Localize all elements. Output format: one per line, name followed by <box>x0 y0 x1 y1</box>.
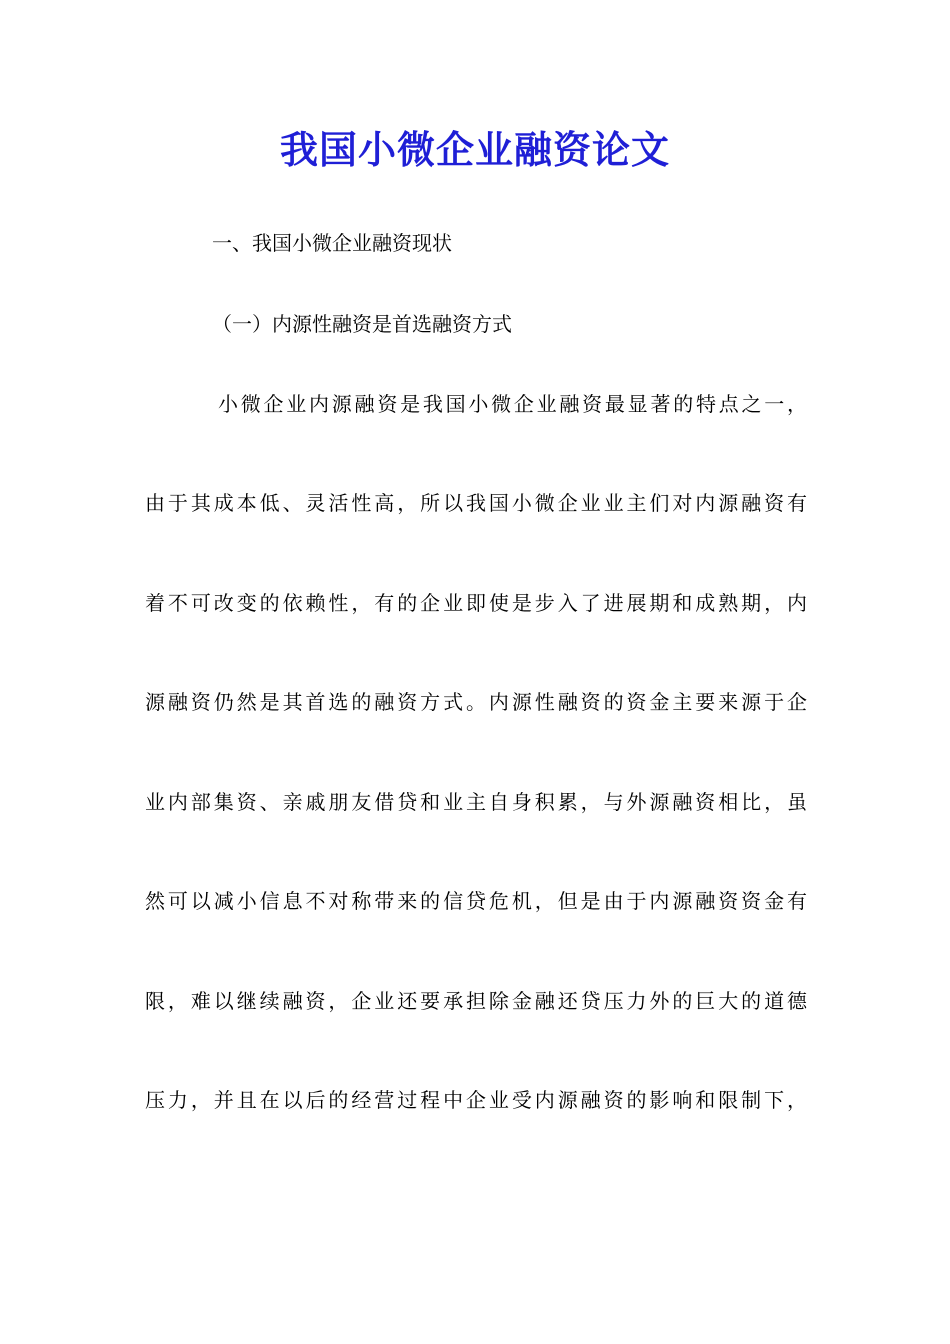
body-paragraph-line: 限，难以继续融资，企业还要承担除金融还贷压力外的巨大的道德 <box>145 989 807 1013</box>
body-paragraph-line: 着不可改变的依赖性，有的企业即使是步入了进展期和成熟期，内 <box>145 591 807 615</box>
document-title: 我国小微企业融资论文 <box>279 127 670 172</box>
body-paragraph-line: 压力，并且在以后的经营过程中企业受内源融资的影响和限制下， <box>145 1088 807 1112</box>
body-paragraph-line: 小微企业内源融资是我国小微企业融资最显著的特点之一， <box>218 392 807 416</box>
section-heading: 一、我国小微企业融资现状 <box>212 231 452 255</box>
body-paragraph-line: 由于其成本低、灵活性高，所以我国小微企业业主们对内源融资有 <box>145 491 807 515</box>
body-paragraph-line: 然可以减小信息不对称带来的信贷危机，但是由于内源融资资金有 <box>145 889 807 913</box>
body-paragraph-line: 业内部集资、亲戚朋友借贷和业主自身积累，与外源融资相比，虽 <box>145 790 807 814</box>
body-paragraph-line: 源融资仍然是其首选的融资方式。内源性融资的资金主要来源于企 <box>145 690 807 714</box>
subsection-heading: （一）内源性融资是首选融资方式 <box>212 312 512 336</box>
